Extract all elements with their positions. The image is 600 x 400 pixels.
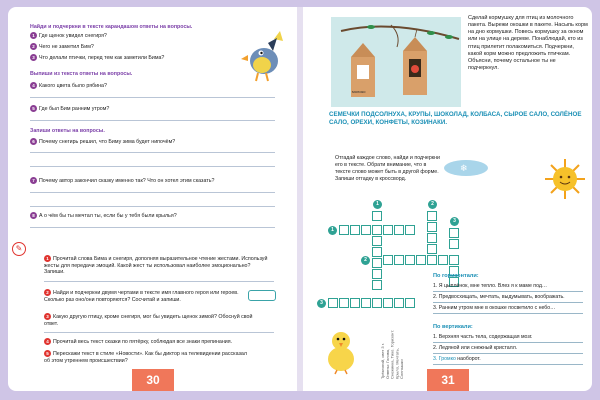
crossword-cell[interactable] — [339, 225, 349, 235]
task-number: 4 — [44, 338, 51, 345]
answer-line[interactable] — [30, 192, 275, 193]
bullfinch-illustration — [240, 29, 290, 85]
question-1: 1 Где щенок увидел снегиря? — [30, 32, 107, 40]
task-number: 3 — [44, 313, 51, 320]
crossword-cell[interactable] — [383, 225, 393, 235]
crossword-cell[interactable] — [372, 280, 382, 290]
answer-line[interactable] — [30, 227, 275, 228]
crossword-cell[interactable] — [372, 247, 382, 257]
chick-illustration — [321, 327, 361, 375]
section-heading-write-out: Выпиши из текста ответы на вопросы. — [30, 71, 133, 77]
clue-underline — [433, 313, 583, 314]
crossword-cell[interactable] — [427, 211, 437, 221]
clue-underline — [433, 302, 583, 303]
crossword-cell[interactable] — [427, 244, 437, 254]
question-7: 7 Почему автор закончил сказку именно так? Что он хотел этим сказать? — [30, 177, 290, 185]
crossword-cell[interactable] — [372, 211, 382, 221]
crossword-cell[interactable] — [361, 298, 371, 308]
task-number: 5 — [44, 350, 51, 357]
clue-vertical-1: 1. Верхняя часть тела, содержащая мозг. — [433, 334, 533, 340]
task-5: 5 Перескажи текст в стиле «Новости». Как бы диктор на телевидении рассказал об этом утреннем происшествии? — [44, 350, 247, 364]
crossword-cell[interactable] — [427, 233, 437, 243]
question-number: 5 — [30, 105, 37, 112]
crossword-cell[interactable] — [350, 225, 360, 235]
task-3: 3 Какую другую птицу, кроме снегиря, мог бы увидеть щенок зимой? Обоснуй свой ответ. — [44, 313, 253, 327]
book-spread — [8, 7, 592, 391]
pencil-icon: ✎ — [12, 242, 26, 256]
crossword-cell[interactable] — [449, 239, 459, 249]
crossword-cell[interactable] — [383, 298, 393, 308]
clue-vertical-3: 3. Громко наоборот. — [433, 356, 481, 362]
crossword-cell[interactable] — [394, 255, 404, 265]
question-number: 2 — [30, 43, 37, 50]
crossword-cell[interactable] — [449, 255, 459, 265]
task-1: 1 Прочитай слова Бима и снегиря, дополняя выразительное чтение жестами. Используй жесты для передачи эмоций. Какой жест ты использовал наиболее эмоционально? Запиши. — [44, 255, 268, 276]
crossword-cell[interactable] — [416, 255, 426, 265]
page-left — [8, 7, 297, 391]
answer-line[interactable] — [30, 206, 275, 207]
sun-illustration — [543, 157, 587, 201]
answer-line[interactable] — [30, 152, 275, 153]
answer-line[interactable] — [30, 166, 275, 167]
crossword-cell[interactable] — [372, 236, 382, 246]
food-word-list: СЕМЕЧКИ ПОДСОЛНУХА, КРУПЫ, ШОКОЛАД, КОЛБАСА, СЫРОЕ САЛО, СОЛЁНОЕ САЛО, ОРЕХИ, КОНФЕТЫ, КОЗИНАКИ. — [329, 111, 582, 127]
answer-line[interactable] — [44, 332, 274, 333]
crossword-cell[interactable] — [383, 255, 393, 265]
clue-horizontal-3: 3. Ранним утром мне в окошке посветило с небо… — [433, 305, 556, 311]
crossword-cell[interactable] — [372, 258, 382, 268]
question-number: 4 — [30, 82, 37, 89]
horizontal-clues-heading: По горизонтали: — [433, 273, 479, 279]
question-5: 5 Где был Бим ранним утром? — [30, 105, 109, 113]
question-number: 7 — [30, 177, 37, 184]
question-3: 3 Что делали птички, перед тем как заметили Бима? — [30, 54, 164, 62]
crossword-number: 2 — [361, 256, 370, 265]
section-heading-write-answers: Запиши ответы на вопросы. — [30, 128, 105, 134]
answer-line[interactable] — [30, 120, 275, 121]
task-4: 4 Прочитай весь текст сказки по пятёрку, соблюдая все знаки препинания. — [44, 338, 274, 346]
clue-vertical-2: 2. Ледяной или снежный кристалл. — [433, 345, 518, 351]
question-2: 2 Чего не заметил Бим? — [30, 43, 94, 51]
crossword-cell[interactable] — [372, 225, 382, 235]
task-number: 1 — [44, 255, 51, 262]
count-answer-box[interactable] — [248, 290, 276, 301]
crossword-cell[interactable] — [339, 298, 349, 308]
page-number: 31 — [427, 369, 469, 391]
clue-underline — [433, 291, 583, 292]
clue-horizontal-2: 2. Предвосхищать, мечтать, выдумывать, воображать. — [433, 294, 565, 300]
crossword-number: 1 — [373, 200, 382, 209]
section-heading-underline: Найди и подчеркни в тексте карандашом ответы на вопросы. — [30, 24, 193, 30]
crossword-cell[interactable] — [361, 225, 371, 235]
crossword-cell[interactable] — [427, 255, 437, 265]
answer-line[interactable] — [30, 97, 275, 98]
question-number: 3 — [30, 54, 37, 61]
question-number: 1 — [30, 32, 37, 39]
question-number: 6 — [30, 138, 37, 145]
vertical-clues-heading: По вертикали: — [433, 324, 473, 330]
crossword-cell[interactable] — [405, 255, 415, 265]
clue-underline — [433, 342, 583, 343]
crossword-cell[interactable] — [405, 298, 415, 308]
page-right — [303, 7, 592, 391]
crossword-cell[interactable] — [394, 298, 404, 308]
crossword-number: 2 — [428, 200, 437, 209]
crossword-number: 1 — [328, 226, 337, 235]
crossword-cell[interactable] — [438, 255, 448, 265]
crossword-cell[interactable] — [449, 228, 459, 238]
crossword-number: 3 — [317, 299, 326, 308]
crossword-instructions: Отгадай каждое слово, найди и подчеркни его в тексте. Обрати внимание, что в тексте слово может быть в другой форме. Запиши отгадку в кроссворд. — [335, 155, 440, 182]
clue-underline — [433, 364, 583, 365]
crossword-cell[interactable] — [405, 225, 415, 235]
task-number: 2 — [44, 289, 51, 296]
page-number: 30 — [132, 369, 174, 391]
clue-horizontal-1: 1. Я цыплёнок, мне тепло. Влез я к маме под… — [433, 283, 548, 289]
question-6: 6 Почему снегирь решил, что Биму зима будет нипочём? — [30, 138, 275, 146]
crossword-cell[interactable] — [350, 298, 360, 308]
milk-label: молоко — [352, 89, 366, 94]
bird-feeder-illustration — [331, 17, 461, 107]
crossword-cell[interactable] — [372, 298, 382, 308]
crossword-cell[interactable] — [394, 225, 404, 235]
crossword-cell[interactable] — [328, 298, 338, 308]
question-4: 4 Какого цвета было рябина? — [30, 82, 107, 90]
answer-line[interactable] — [44, 281, 274, 282]
snowflake-feather-illustration — [443, 157, 489, 179]
question-8: 8 А о чём бы ты мечтал ты, если бы у тебя были крылья? — [30, 212, 290, 220]
svg-text:❄: ❄ — [460, 163, 468, 173]
question-number: 8 — [30, 212, 37, 219]
crossword-number: 3 — [450, 217, 459, 226]
clue-underline — [433, 353, 583, 354]
feeder-instructions: Сделай кормушку для птиц из молочного пакета. Вырежи окошки в пакете. Насыпь корм на дно кормушки. Повесь кормушку за окном или на улице на дереве. Понаблюдай, кто из птиц прилетит полакомиться. Подчеркни, какой корм можно предложить птичкам. Объясни, почему остальное ты не подчеркнул. — [468, 15, 588, 71]
crossword-cell[interactable] — [427, 222, 437, 232]
task-2: 2 Найди и подчеркни двумя чертами в тексте имя главного героя или героев. Сколько раз оно/они повторяются? Сосчитай и запиши. — [44, 289, 239, 303]
crossword-cell[interactable] — [372, 269, 382, 279]
answers-rotated-note: Трёхногий, свет 3 г. Ответы: Голова, Снежинка, Тихо. Горизонт: Крыло, Мечтать, Солнышко — [380, 329, 405, 379]
